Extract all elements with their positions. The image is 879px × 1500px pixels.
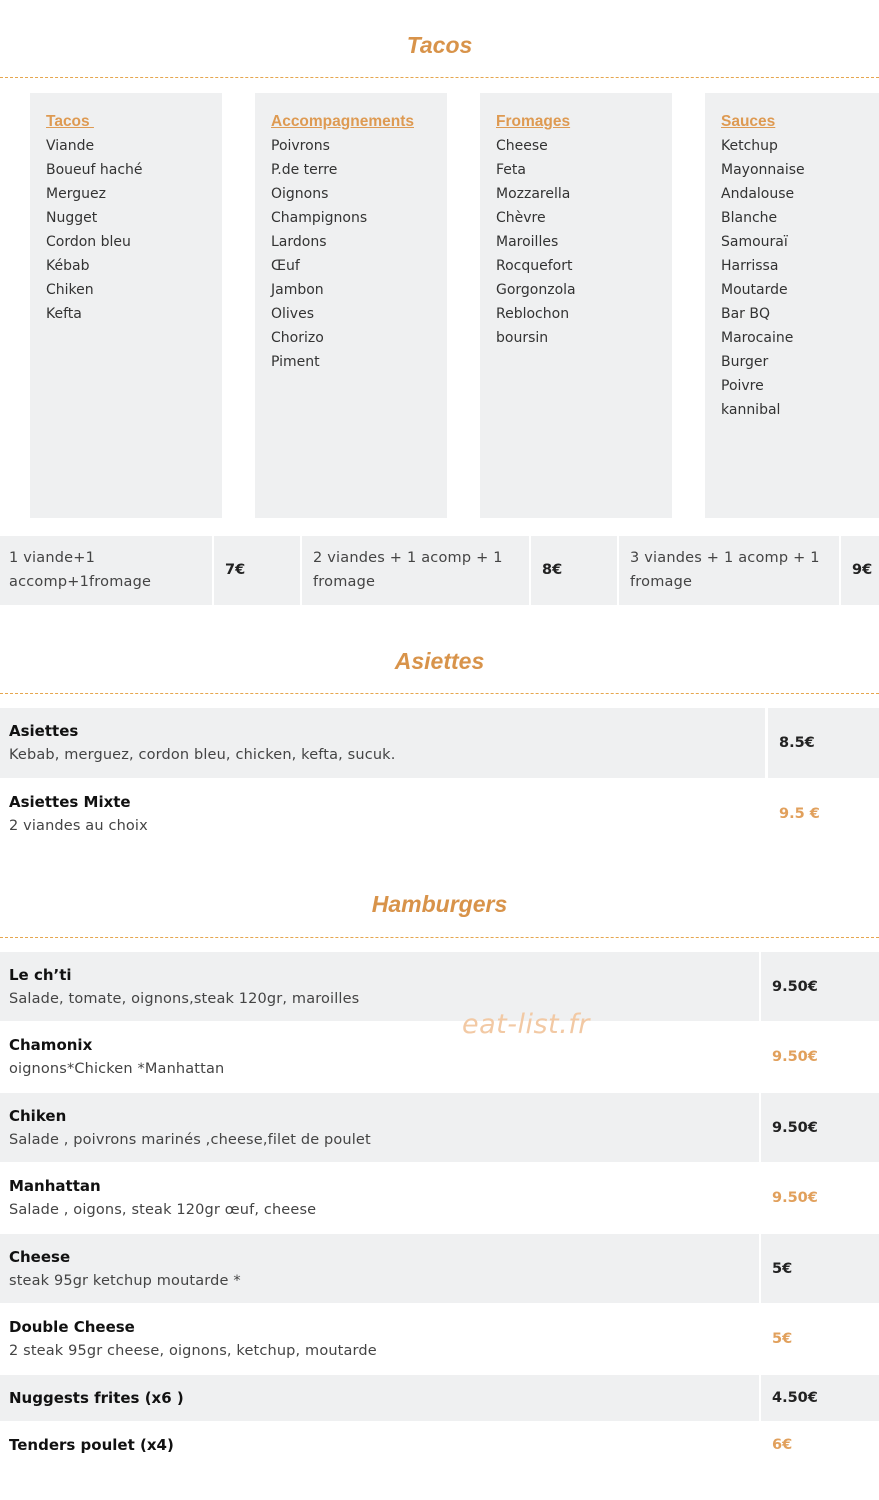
column-heading[interactable]: Accompagnements xyxy=(271,113,414,130)
list-item: Samouraï xyxy=(721,234,788,250)
list-item: Chiken xyxy=(46,282,94,298)
list-item: Mayonnaise xyxy=(721,162,805,178)
item-description: Kebab, merguez, cordon bleu, chicken, kefta, sucuk. xyxy=(9,747,396,763)
item-description: Salade , oigons, steak 120gr œuf, cheese xyxy=(9,1202,317,1218)
list-item: Nugget xyxy=(46,210,98,226)
list-item: P.de terre xyxy=(271,162,338,178)
list-item: Lardons xyxy=(271,234,327,250)
item-name: Manhattan xyxy=(9,1177,101,1195)
menu-item[interactable] xyxy=(0,952,879,1021)
menu-item[interactable] xyxy=(0,1022,879,1092)
list-item: Boueuf haché xyxy=(46,162,143,178)
item-name: Asiettes xyxy=(9,722,79,740)
divider xyxy=(0,77,879,78)
formula-label: 3 viandes + 1 acomp + 1 fromage xyxy=(619,536,839,605)
tacos-column-cheeses xyxy=(480,93,672,518)
list-item: Olives xyxy=(271,306,314,322)
item-price: 9.50€ xyxy=(772,1049,818,1065)
list-item: Viande xyxy=(46,138,95,154)
item-description: 2 steak 95gr cheese, oignons, ketchup, moutarde xyxy=(9,1343,377,1359)
menu-item[interactable] xyxy=(0,1163,879,1233)
tacos-column-sides xyxy=(255,93,447,518)
formula-price: 9€ xyxy=(841,536,879,605)
list-item: Rocquefort xyxy=(496,258,573,274)
item-price: 9.5 € xyxy=(779,806,820,822)
item-price: 4.50€ xyxy=(761,1375,879,1421)
menu-item[interactable] xyxy=(0,1093,879,1162)
formula-label: 1 viande+1 accomp+1fromage xyxy=(0,536,212,605)
list-item: Piment xyxy=(271,354,320,370)
tacos-column-meats xyxy=(30,93,222,518)
menu-item[interactable] xyxy=(0,1422,879,1468)
item-price: 5€ xyxy=(772,1331,793,1347)
menu-item[interactable] xyxy=(0,1234,879,1303)
list-item: Mozzarella xyxy=(496,186,571,202)
watermark: eat-list.fr xyxy=(462,1009,590,1040)
list-item: Cordon bleu xyxy=(46,234,131,250)
list-item: Poivrons xyxy=(271,138,330,154)
list-item: Oignons xyxy=(271,186,329,202)
list-item: Jambon xyxy=(271,282,324,298)
list-item: Merguez xyxy=(46,186,106,202)
formula-label: 2 viandes + 1 acomp + 1 fromage xyxy=(302,536,529,605)
item-price: 9.50€ xyxy=(772,1190,818,1206)
item-name: Chamonix xyxy=(9,1036,93,1054)
item-name: Tenders poulet (x4) xyxy=(9,1436,174,1454)
item-price: 8.5€ xyxy=(768,708,879,778)
item-price: 6€ xyxy=(772,1437,793,1453)
item-name: Le ch’ti xyxy=(9,966,72,984)
list-item: Chèvre xyxy=(496,210,546,226)
divider xyxy=(0,937,879,938)
list-item: Kébab xyxy=(46,258,90,274)
item-price: 9.50€ xyxy=(761,952,879,1021)
menu-item[interactable] xyxy=(0,1304,879,1374)
tacos-column-sauces xyxy=(705,93,879,518)
menu-item[interactable] xyxy=(0,708,879,778)
column-heading[interactable]: Sauces xyxy=(721,113,776,130)
column-heading[interactable]: Fromages xyxy=(496,113,571,130)
list-item: Reblochon xyxy=(496,306,570,322)
list-item: Burger xyxy=(721,354,769,370)
divider xyxy=(0,693,879,694)
item-description: oignons*Chicken *Manhattan xyxy=(9,1061,225,1077)
item-description: 2 viandes au choix xyxy=(9,818,148,834)
tacos-price-row xyxy=(0,536,879,605)
list-item: Marocaine xyxy=(721,330,794,346)
item-description: Salade , poivrons marinés ,cheese,filet de poulet xyxy=(9,1132,371,1148)
section-title-asiettes: Asiettes xyxy=(394,648,485,674)
item-description: steak 95gr ketchup moutarde * xyxy=(9,1273,241,1289)
list-item: Chorizo xyxy=(271,330,324,346)
list-item: Champignons xyxy=(271,210,368,226)
formula-price: 8€ xyxy=(531,536,617,605)
column-heading[interactable]: Tacos xyxy=(46,113,94,130)
list-item: Kefta xyxy=(46,306,82,322)
list-item: Ketchup xyxy=(721,138,778,154)
list-item: Andalouse xyxy=(721,186,795,202)
list-item: Maroilles xyxy=(496,234,559,250)
item-name: Nuggests frites (x6 ) xyxy=(9,1389,184,1407)
item-name: Cheese xyxy=(9,1248,71,1266)
item-name: Double Cheese xyxy=(9,1318,135,1336)
list-item: Gorgonzola xyxy=(496,282,576,298)
list-item: Bar BQ xyxy=(721,306,771,322)
menu-item[interactable] xyxy=(0,779,879,849)
list-item: boursin xyxy=(496,330,549,346)
item-name: Chiken xyxy=(9,1107,67,1125)
formula-price: 7€ xyxy=(214,536,300,605)
section-title-hamburgers: Hamburgers xyxy=(371,891,508,917)
list-item: Œuf xyxy=(271,258,300,274)
list-item: Moutarde xyxy=(721,282,788,298)
list-item: Feta xyxy=(496,162,526,178)
list-item: kannibal xyxy=(721,402,781,418)
item-price: 9.50€ xyxy=(761,1093,879,1162)
item-name: Asiettes Mixte xyxy=(9,793,131,811)
item-description: Salade, tomate, oignons,steak 120gr, maroilles xyxy=(9,991,360,1007)
list-item: Harrissa xyxy=(721,258,779,274)
list-item: Cheese xyxy=(496,138,548,154)
menu-item[interactable] xyxy=(0,1375,879,1421)
item-price: 5€ xyxy=(761,1234,879,1303)
section-title-tacos: Tacos xyxy=(406,32,473,58)
list-item: Blanche xyxy=(721,210,778,226)
list-item: Poivre xyxy=(721,378,764,394)
